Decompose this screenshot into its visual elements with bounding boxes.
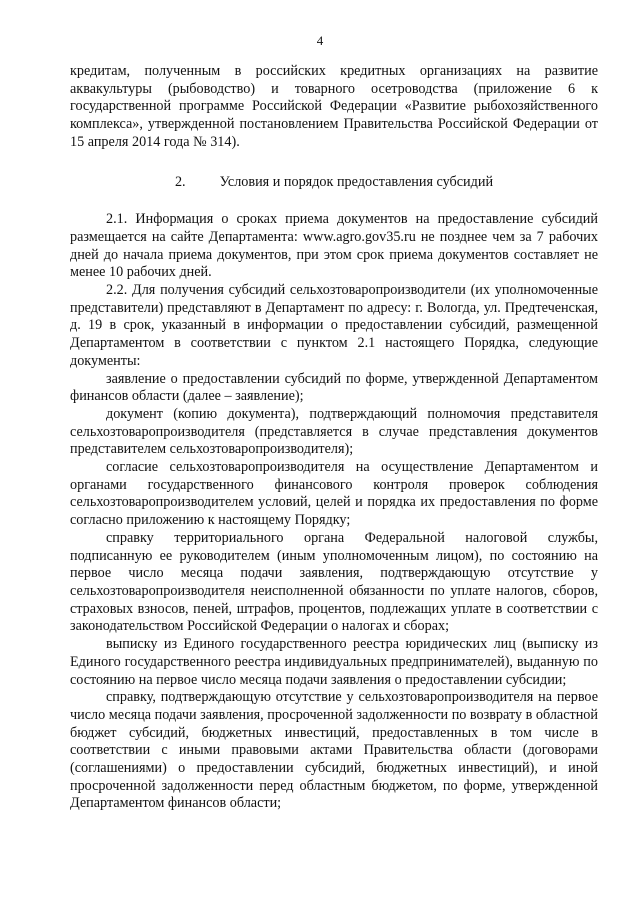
list-item-registry-extract: выписку из Единого государственного реестра юридических лиц (выписку из Единого государственного реестра индивидуальных предпринимателей), выданную по состоянию на первое число месяца подачи заявления о предоставлении субсидии; xyxy=(70,636,598,688)
paragraph-2-1: 2.1. Информация о сроках приема документов на предоставление субсидий размещается на сайте Департамента: www.agro.gov35.ru не позднее чем за 7 рабочих дней до начала приема документов, при этом срок приема документов составляет не менее 10 рабочих дней. xyxy=(70,211,598,281)
continuation-paragraph: кредитам, полученным в российских кредитных организациях на развитие аквакультуры (рыбоводство) и товарного осетроводства (приложение 6 к государственной программе Российской Федерации «Развитие рыбохозяйственного комплекса», утвержденной постановлением Правительства Российской Федерации от 15 апреля 2014 года № 314). xyxy=(70,63,598,150)
section-title: Условия и порядок предоставления субсидий xyxy=(219,173,494,190)
list-item-tax-certificate: справку территориального органа Федеральной налоговой службы, подписанную ее руководителем (иным уполномоченным лицом), по состоянию на первое число месяца подачи заявления, подтверждающую отсутствие у сельхозтоваропроизводителя неисполненной обязанности по уплате налогов, сборов, страховых взносов, пеней, штрафов, процентов, подлежащих уплате в соответствии с законодательством Российской Федерации о налогах и сборах; xyxy=(70,529,598,635)
list-item-application: заявление о предоставлении субсидий по форме, утвержденной Департаментом финансов области (далее – заявление); xyxy=(70,370,598,405)
section-heading xyxy=(70,174,598,192)
list-item-debt-certificate: справку, подтверждающую отсутствие у сельхозтоваропроизводителя на первое число месяца подачи заявления, просроченной задолженности по возврату в областной бюджет субсидий, бюджетных инвестиций, предоставленных в том числе в соответствии с иными правовыми актами Правительства области (договорами (соглашениями) о предоставлении субсидий, бюджетных инвестиций), и иной просроченной задолженности перед областным бюджетом, по форме, утвержденной Департаментом финансов области; xyxy=(70,689,598,812)
page-number: 4 xyxy=(316,33,324,48)
document-body xyxy=(70,63,598,813)
paragraph-2-2: 2.2. Для получения субсидий сельхозтоваропроизводители (их уполномоченные представители) представляют в Департамент по адресу: г. Вологда, ул. Предтеченская, д. 19 в срок, указанный в информации о предоставлении субсидий, размещенной Департаментом в соответствии с пунктом 2.1 настоящего Порядка, следующие документы: xyxy=(70,282,598,369)
section-number: 2. xyxy=(174,173,186,190)
list-item-power-of-attorney: документ (копию документа), подтверждающий полномочия представителя сельхозтоваропроизводителя (представляется в случае представления документов представителем сельхозтоваропроизводителя); xyxy=(70,405,598,458)
list-item-consent: согласие сельхозтоваропроизводителя на осуществление Департаментом и органами государственного финансового контроля проверок соблюдения сельхозтоваропроизводителем условий, целей и порядка их предоставления по форме согласно приложению к настоящему Порядку; xyxy=(70,459,598,529)
